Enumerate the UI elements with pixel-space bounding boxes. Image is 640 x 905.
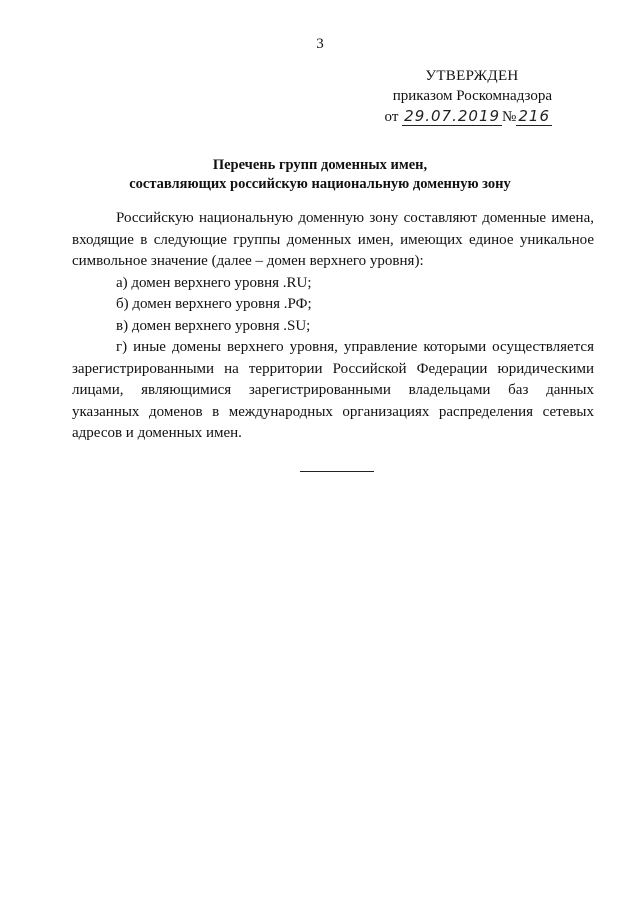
handwritten-order-number: 216	[518, 107, 550, 125]
list-item-a: а) домен верхнего уровня .RU;	[116, 274, 312, 291]
list-item-b: б) домен верхнего уровня .РФ;	[116, 296, 312, 312]
list-item-g: г) иные домены верхнего уровня, управление которыми осуществляется зарегистрированными на территории Российской Федерации юридическими лицами, являющимися зарегистрированными владельцами баз данных указанных доменов в международных организациях распределения сетевых адресов и доменных имен.	[72, 339, 594, 441]
number-prefix: №	[502, 109, 517, 125]
intro-paragraph: Российскую национальную доменную зону составляют доменные имена, входящие в следующие группы доменных имен, имеющих единое уникальное символьное значение (далее – домен верхнего уровня):	[72, 210, 594, 269]
approved-by-order: приказом Роскомнадзора	[392, 88, 552, 104]
list-item-v: в) домен верхнего уровня .SU;	[116, 317, 311, 334]
approved-heading: УТВЕРЖДЕН	[425, 68, 519, 84]
order-date-number-line	[362, 106, 552, 127]
date-prefix: от	[384, 109, 399, 125]
document-title	[0, 156, 640, 194]
page-number: 3	[316, 36, 324, 52]
title-line-1: Перечень групп доменных имен,	[212, 157, 428, 173]
handwritten-date: 29.07.2019	[404, 107, 501, 125]
end-divider-line	[300, 471, 374, 472]
approval-stamp-block	[362, 66, 552, 127]
title-line-2: составляющих российскую национальную доменную зону	[129, 176, 511, 192]
document-body	[72, 208, 594, 445]
